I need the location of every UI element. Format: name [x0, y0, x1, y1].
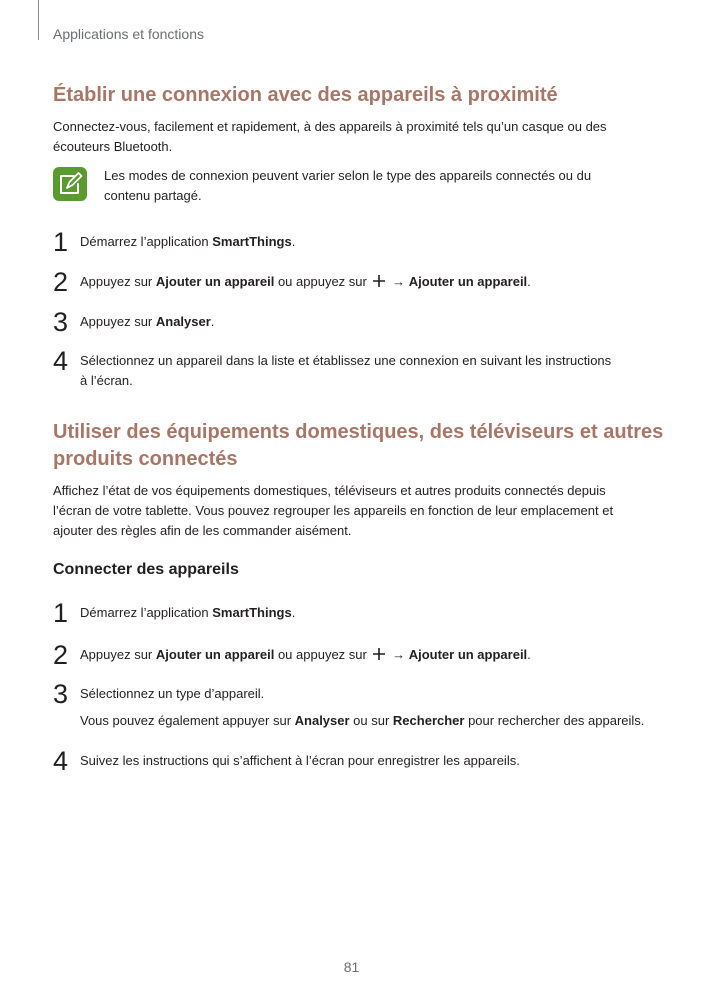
intro-line: Connectez-vous, facilement et rapidement, à des appareils à proximité tels qu’un casque ou des	[53, 119, 607, 134]
step-number: 3	[53, 307, 69, 337]
intro-line: Affichez l’état de vos équipements domestiques, téléviseurs et autres produits connectés depuis	[53, 483, 606, 498]
step-text: Démarrez l’application SmartThings.	[80, 234, 296, 249]
step-text: Appuyez sur Ajouter un appareil ou appuyez sur → Ajouter un appareil.	[80, 272, 650, 294]
note-line: contenu partagé.	[104, 188, 202, 203]
section-intro	[53, 481, 643, 541]
step-text: Suivez les instructions qui s’affichent à l’écran pour enregistrer les appareils.	[80, 753, 520, 768]
menu-option: Ajouter un appareil	[408, 647, 528, 662]
step-number: 3	[53, 679, 69, 709]
step-number: 2	[53, 267, 69, 297]
plus-icon	[372, 274, 386, 294]
menu-option: Analyser	[155, 314, 211, 329]
step-number: 2	[53, 640, 69, 670]
step-text: Démarrez l’application SmartThings.	[80, 605, 296, 620]
subheading-connect-devices: Connecter des appareils	[53, 561, 239, 578]
title-line: Utiliser des équipements domestiques, des téléviseurs et autres	[53, 421, 664, 443]
intro-line: l’écran de votre tablette. Vous pouvez regrouper les appareils en fonction de leur emplacement et	[53, 503, 614, 518]
note-line: Les modes de connexion peuvent varier selon le type des appareils connectés ou du	[104, 168, 592, 183]
note-text	[104, 166, 624, 206]
menu-option: Ajouter un appareil	[408, 274, 528, 289]
margin-line	[38, 0, 39, 40]
page-header: Applications et fonctions	[53, 26, 204, 42]
step-text: Sélectionnez un type d’appareil. Vous pouvez également appuyer sur Analyser ou sur Rechercher pour rechercher des appareils.	[80, 686, 645, 728]
menu-option: Ajouter un appareil	[155, 274, 275, 289]
intro-line: ajouter des règles afin de les commander aisément.	[53, 523, 352, 538]
section-title-nearby-devices: Établir une connexion avec des appareils à proximité	[53, 84, 558, 106]
step-number: 4	[53, 346, 69, 376]
step-number: 1	[53, 598, 69, 628]
page-number: 81	[343, 959, 360, 975]
intro-line: écouteurs Bluetooth.	[53, 139, 173, 154]
step-text: Appuyez sur Analyser.	[80, 314, 215, 329]
plus-icon	[372, 647, 386, 667]
step-text: Sélectionnez un appareil dans la liste et établissez une connexion en suivant les instructions à l’écran.	[80, 353, 612, 388]
note-pencil-icon	[53, 167, 87, 201]
section-intro	[53, 117, 643, 157]
title-line: produits connectés	[53, 448, 238, 470]
app-name: SmartThings	[212, 605, 292, 620]
step-number: 4	[53, 746, 69, 776]
app-name: SmartThings	[212, 234, 292, 249]
step-text: Appuyez sur Ajouter un appareil ou appuyez sur → Ajouter un appareil.	[80, 645, 650, 667]
menu-option: Analyser	[294, 713, 350, 728]
step-number: 1	[53, 227, 69, 257]
section-title-connected-devices	[53, 419, 663, 473]
menu-option: Rechercher	[392, 713, 465, 728]
menu-option: Ajouter un appareil	[155, 647, 275, 662]
